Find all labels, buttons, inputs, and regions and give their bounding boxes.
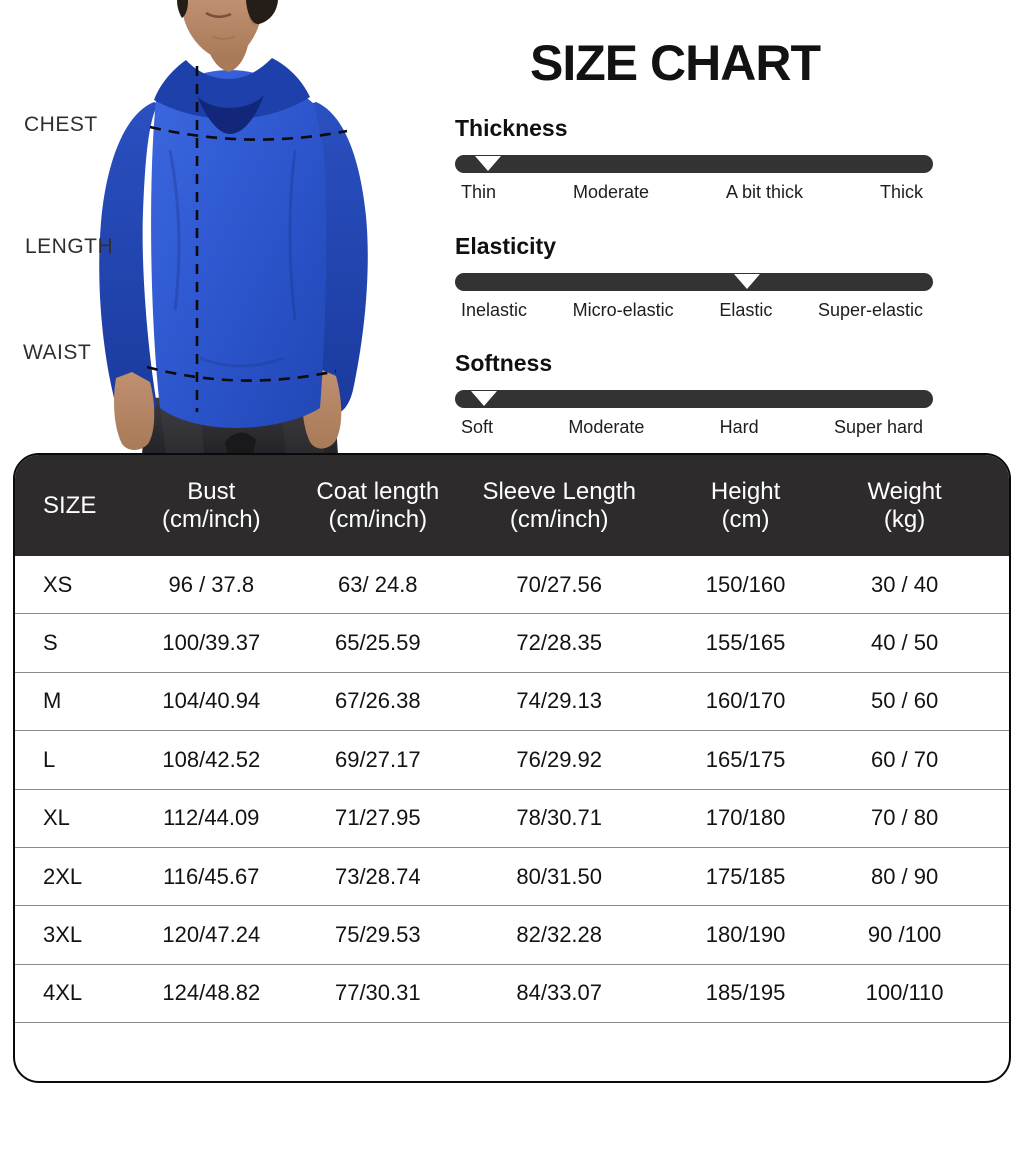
attribute-bar [455,390,933,408]
cell-weight: 40 / 50 [870,630,939,656]
level-label: Hard [719,417,759,437]
attribute-marker-icon [471,391,497,406]
cell-coat-length: 63/ 24.8 [338,571,418,597]
cell-sleeve-length: 80/31.50 [516,863,603,889]
cell-weight: 30 / 40 [870,571,939,597]
attribute-section-elasticity [455,232,933,321]
cell-sleeve-length: 72/28.35 [516,630,603,656]
table-row [15,965,1009,1023]
level-label: Micro-elastic [572,300,674,320]
attribute-levels [455,417,933,438]
attribute-marker-icon [475,156,501,171]
cell-size: XL [43,805,70,831]
attribute-bar [455,155,933,173]
cell-sleeve-length: 82/32.28 [516,922,603,948]
cell-size: 2XL [43,863,83,889]
cell-bust: 96 / 37.8 [168,571,255,597]
cell-weight: 100/110 [865,980,944,1006]
level-label: Thick [879,182,923,202]
cell-size: M [43,688,62,714]
cell-height: 185/195 [705,980,786,1006]
level-label: Super-elastic [817,300,923,320]
product-photo [0,0,455,455]
attribute-name: Thickness [455,115,568,141]
cell-weight: 90 /100 [867,922,942,948]
cell-height: 155/165 [705,630,786,656]
attribute-section-softness [455,349,933,438]
level-label: Soft [461,417,494,437]
table-row [15,790,1009,848]
cell-sleeve-length: 76/29.92 [516,746,603,772]
level-label: Super hard [833,417,923,437]
cell-height: 175/185 [705,863,786,889]
header-cell-coat-length: Coat length (cm/inch) [316,477,440,533]
attribute-section-thickness [455,114,933,203]
level-label: Moderate [572,182,650,202]
table-header-row [15,455,1009,556]
table-row [15,848,1009,906]
cell-bust: 116/45.67 [163,863,260,889]
attribute-marker-icon [734,274,760,289]
cell-height: 160/170 [705,688,786,714]
cell-weight: 50 / 60 [870,688,939,714]
cell-sleeve-length: 70/27.56 [516,571,603,597]
cell-height: 165/175 [705,746,786,772]
cell-coat-length: 73/28.74 [334,863,421,889]
header-cell-height: Height (cm) [710,477,781,533]
cell-bust: 112/44.09 [163,805,260,831]
attribute-name: Elasticity [455,233,556,259]
cell-height: 170/180 [705,805,786,831]
level-label: Moderate [568,417,645,437]
table-row [15,906,1009,964]
left-hand [114,372,154,450]
model-photo-illustration [0,0,455,455]
cell-bust: 124/48.82 [162,980,261,1006]
cell-bust: 104/40.94 [162,688,261,714]
cell-weight: 70 / 80 [870,805,939,831]
table-row [15,673,1009,731]
attribute-name: Softness [455,350,553,376]
attribute-levels [455,300,933,321]
attribute-levels [455,182,933,203]
header-cell-bust: Bust (cm/inch) [161,477,261,533]
cell-weight: 60 / 70 [870,746,939,772]
cell-coat-length: 71/27.95 [334,805,421,831]
cell-size: 3XL [43,922,83,948]
model-figure [99,0,368,455]
cell-height: 150/160 [705,571,786,597]
level-label: Thin [461,182,497,202]
cell-size: 4XL [43,980,83,1006]
cell-size: S [43,630,58,656]
table-row [15,614,1009,672]
level-label: A bit thick [725,182,804,202]
length-label: LENGTH [25,235,114,258]
cell-coat-length: 67/26.38 [334,688,421,714]
table-row [15,731,1009,789]
cell-coat-length: 65/25.59 [334,630,421,656]
page-title: SIZE CHART [530,35,820,91]
level-label: Elastic [719,300,773,320]
cell-bust: 108/42.52 [162,746,261,772]
attribute-bar [455,273,933,291]
table-row-empty [15,1023,1009,1081]
header-cell-size: SIZE [43,491,97,519]
cell-sleeve-length: 84/33.07 [516,980,603,1006]
size-table [13,453,1011,1083]
cell-sleeve-length: 74/29.13 [516,688,603,714]
chest-label: CHEST [24,113,98,136]
table-row [15,556,1009,614]
cell-coat-length: 75/29.53 [334,922,421,948]
header-cell-weight: Weight (kg) [867,477,942,533]
cell-coat-length: 77/30.31 [334,980,421,1006]
cell-size: XS [43,571,73,597]
cell-bust: 100/39.37 [162,630,261,656]
cell-coat-length: 69/27.17 [334,746,421,772]
header-cell-sleeve-length: Sleeve Length (cm/inch) [482,477,636,533]
cell-height: 180/190 [705,922,786,948]
cell-sleeve-length: 78/30.71 [516,805,603,831]
waist-label: WAIST [23,341,92,364]
cell-size: L [43,746,56,772]
level-label: Inelastic [461,300,528,320]
cell-bust: 120/47.24 [162,922,261,948]
cell-weight: 80 / 90 [870,863,939,889]
